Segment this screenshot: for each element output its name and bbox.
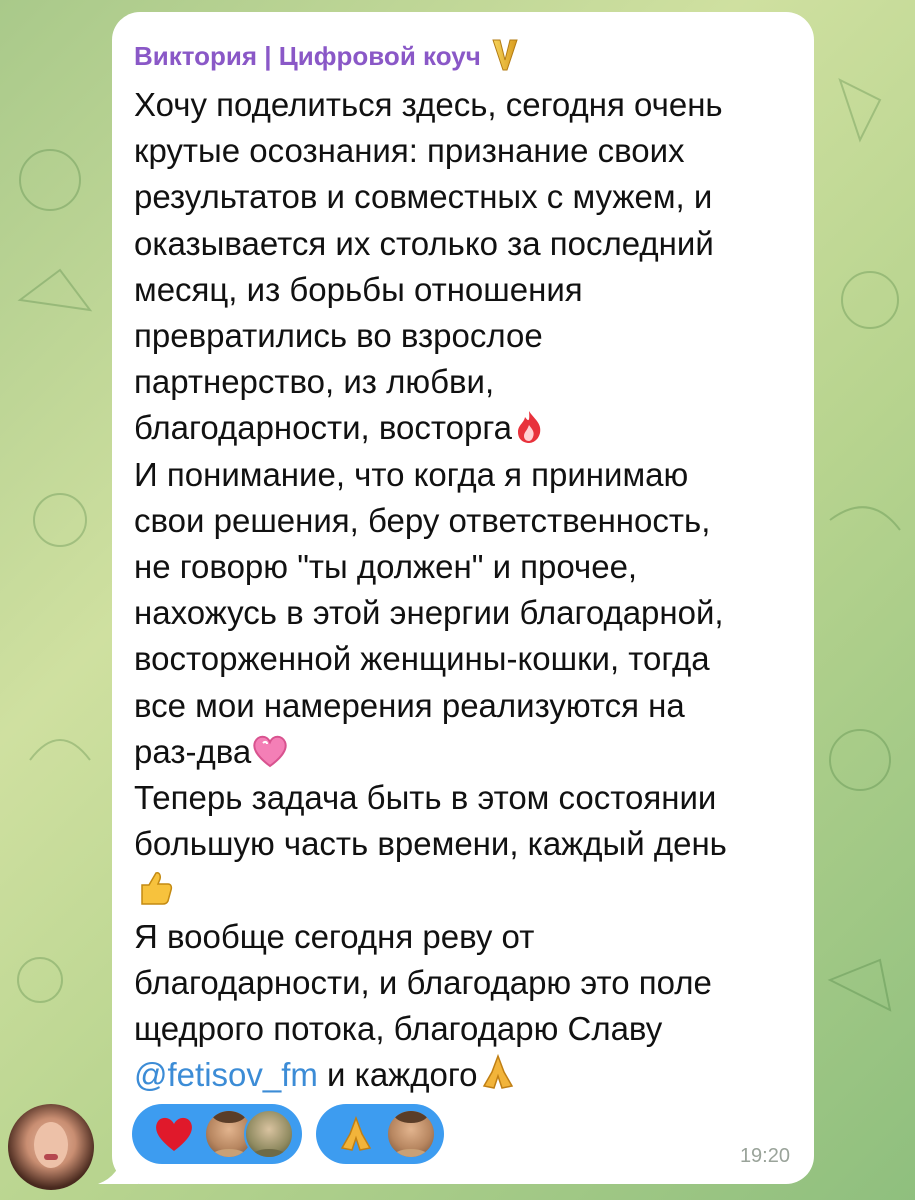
message-bubble[interactable]	[112, 12, 814, 1184]
message-line: благодарности, и благодарю это поле	[134, 963, 712, 1001]
message-line: оказывается их столько за последний	[134, 224, 714, 262]
sender-header	[134, 34, 790, 78]
message-line: нахожусь в этой энергии благодарной,	[134, 594, 724, 632]
red-heart-icon	[152, 1114, 196, 1154]
message-line: Я вообще сегодня реву от	[134, 917, 535, 955]
message-line: результатов и совместных с мужем, и	[134, 178, 713, 216]
message-line: превратились во взрослое	[134, 317, 543, 355]
message-line: все мои намерения реализуются на	[134, 686, 685, 724]
fire-icon	[512, 409, 546, 445]
thumbs-up-icon	[134, 867, 174, 907]
message-line-with-emoji	[134, 405, 789, 451]
message-line: И понимание, что когда я принимаю	[134, 455, 689, 493]
message-line: не говорю "ты должен" и прочее,	[134, 548, 638, 586]
mention-link[interactable]: @fetisov_fm	[134, 1056, 318, 1094]
message-line: партнерство, из любви,	[134, 363, 495, 401]
message-line: месяц, из борьбы отношения	[134, 270, 583, 308]
message-text	[134, 82, 789, 1098]
message-timestamp: 19:20	[739, 1145, 790, 1167]
message-line: большую часть времени, каждый день	[134, 825, 727, 863]
message-line: благодарности, восторга	[134, 409, 513, 447]
sparkling-heart-icon	[251, 733, 289, 769]
message-line: щедрого потока, благодарю Славу	[134, 1010, 663, 1048]
message-line: Хочу поделиться здесь, сегодня очень	[134, 86, 723, 123]
message-line: Теперь задача быть в этом состоянии	[134, 779, 717, 817]
reactor-avatar	[244, 1109, 294, 1159]
folded-hands-icon	[478, 1052, 518, 1092]
sender-name[interactable]: Виктория | Цифровой коуч	[134, 40, 481, 71]
message-line: крутые осознания: признание своих	[134, 132, 685, 170]
message-line-emoji-only	[134, 867, 789, 913]
reaction-heart-button[interactable]	[132, 1104, 302, 1164]
message-line-tail: и каждого	[317, 1056, 478, 1094]
message-line-with-emoji	[134, 729, 789, 775]
reaction-pray-button[interactable]	[316, 1104, 444, 1164]
message-line: раз-два	[134, 732, 252, 770]
folded-hands-icon	[336, 1114, 376, 1154]
reactions-bar	[132, 1104, 444, 1164]
message-line: свои решения, беру ответственность,	[134, 501, 711, 539]
sender-avatar[interactable]	[8, 1104, 94, 1190]
reactor-avatar	[386, 1109, 436, 1159]
message-line: восторженной женщины-кошки, тогда	[134, 640, 710, 678]
message-last-line	[134, 1052, 789, 1098]
letter-v-balloon-icon	[491, 38, 519, 74]
